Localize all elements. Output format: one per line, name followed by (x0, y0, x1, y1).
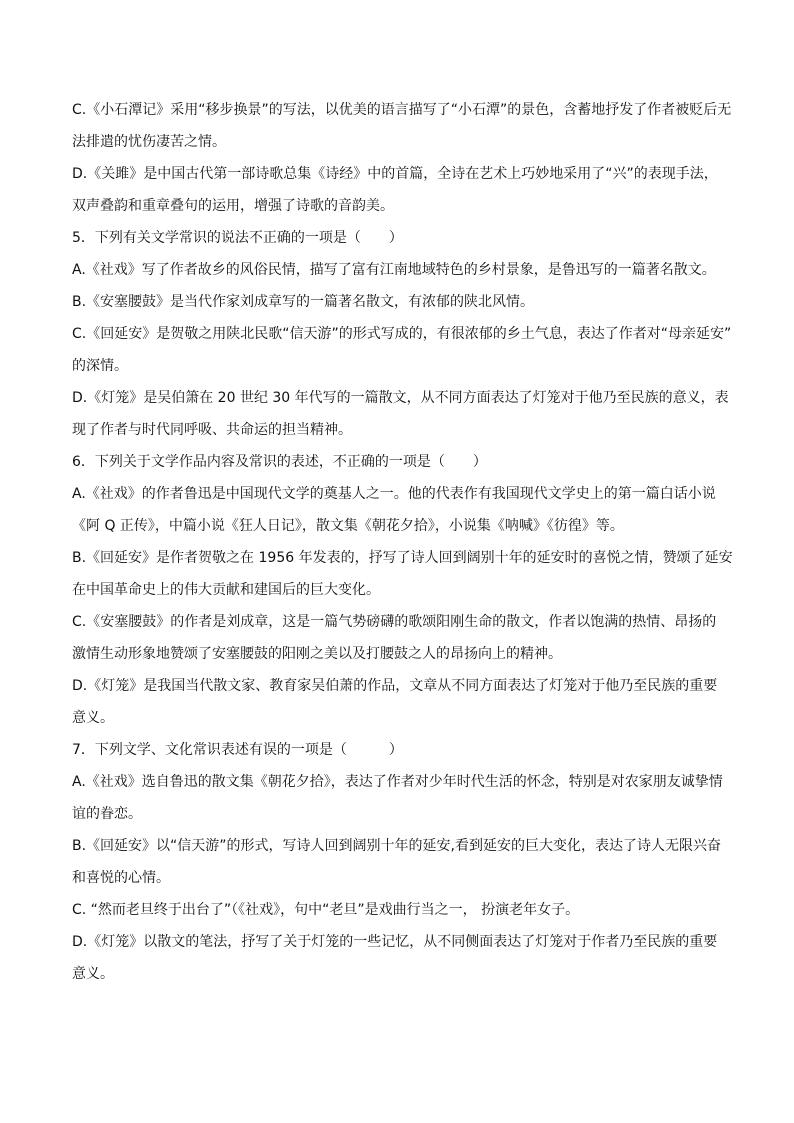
q5-option-a (72, 254, 722, 286)
text-line: C.《安塞腰鼓》的作者是刘成章，这是一篇气势磅礴的歌颂阳刚生命的散文，作者以饱满的热情、昂扬的 (72, 614, 717, 630)
question-5-title (72, 222, 722, 254)
text-line: 《阿 Q 正传》，中篇小说《狂人日记》，散文集《朝花夕拾》，小说集《呐喊》《彷徨》等。 (72, 518, 624, 534)
text-line: 和喜悦的心情。 (72, 870, 170, 886)
text-line: 现了作者与时代同呼吸、共命运的担当精神。 (72, 422, 352, 438)
q5-option-c (72, 318, 732, 382)
text-line: B.《安塞腰鼓》是当代作家刘成章写的一篇著名散文，有浓郁的陕北风情。 (72, 294, 535, 310)
text-line: 意义。 (72, 966, 114, 982)
q6-option-a (72, 478, 722, 542)
q6-option-c (72, 606, 722, 670)
text-line: D.《灯笼》是我国当代散文家、教育家吴伯萧的作品，文章从不同方面表达了灯笼对于他乃至民族的重要 (72, 678, 718, 694)
text-line: B.《回延安》是作者贺敬之在 1956 年发表的，抒写了诗人回到阔别十年的延安时的喜悦之情，赞颂了延安 (72, 550, 733, 566)
text-line: C. “然而老旦终于出台了”（《社戏》，句中“老旦”是戏曲行当之一， 扮演老年女子。 (72, 902, 580, 918)
question-6-title (72, 446, 722, 478)
q5-option-b (72, 286, 722, 318)
text-line: D.《关雎》是中国古代第一部诗歌总集《诗经》中的首篇，全诗在艺术上巧妙地采用了“兴”的表现手法， (72, 166, 718, 182)
text-line: 意义。 (72, 710, 114, 726)
text-line: 法排遣的忧伤凄苦之情。 (72, 134, 226, 150)
text-line: C.《回延安》是贺敬之用陕北民歌“信天游”的形式写成的，有很浓郁的乡土气息，表达了作者对“母亲延安” (72, 326, 732, 342)
q7-option-c (72, 894, 722, 926)
text-line: 激情生动形象地赞颂了安塞腰鼓的阳刚之美以及打腰鼓之人的昂扬向上的精神。 (72, 646, 562, 662)
q6-option-b (72, 542, 733, 606)
text-line: 的深情。 (72, 358, 128, 374)
text-line: 谊的眷恋。 (72, 806, 142, 822)
q4-option-c (72, 94, 732, 158)
q4-option-d (72, 158, 722, 222)
text-line: A.《社戏》写了作者故乡的风俗民情，描写了富有江南地域特色的乡村景象，是鲁迅写的一篇著名散文。 (72, 262, 716, 278)
text-line: A.《社戏》的作者鲁迅是中国现代文学的奠基人之一。他的代表作有我国现代文学史上的第一篇白话小说 (72, 486, 716, 502)
text-line: D.《灯笼》以散文的笔法，抒写了关于灯笼的一些记忆，从不同侧面表达了灯笼对于作者乃至民族的重要 (72, 934, 718, 950)
text-line: C.《小石潭记》采用“移步换景”的写法，以优美的语言描写了“小石潭”的景色，含蓄地抒发了作者被贬后无 (72, 102, 732, 118)
q7-option-b (72, 830, 722, 894)
question-title: 6．下列关于文学作品内容及常识的表述，不正确的一项是（ ） (72, 454, 487, 470)
question-title: 5．下列有关文学常识的说法不正确的一项是（ ） (72, 230, 403, 246)
question-7-title (72, 734, 722, 766)
q6-option-d (72, 670, 722, 734)
q5-option-d (72, 382, 729, 446)
document-content (72, 94, 733, 990)
text-line: A.《社戏》选自鲁迅的散文集《朝花夕拾》，表达了作者对少年时代生活的怀念，特别是对农家朋友诚挚情 (72, 774, 723, 790)
text-line: D.《灯笼》是吴伯箫在 20 世纪 30 年代写的一篇散文，从不同方面表达了灯笼对于他乃至民族的意义，表 (72, 390, 729, 406)
question-title: 7．下列文学、文化常识表述有误的一项是（ ） (72, 742, 403, 758)
text-line: 在中国革命史上的伟大贡献和建国后的巨大变化。 (72, 582, 380, 598)
text-line: 双声叠韵和重章叠句的运用，增强了诗歌的音韵美。 (72, 198, 394, 214)
text-line: B.《回延安》以“信天游”的形式，写诗人回到阔别十年的延安,看到延安的巨大变化，表达了诗人无限兴奋 (72, 838, 722, 854)
q7-option-a (72, 766, 722, 830)
q7-option-d (72, 926, 722, 990)
